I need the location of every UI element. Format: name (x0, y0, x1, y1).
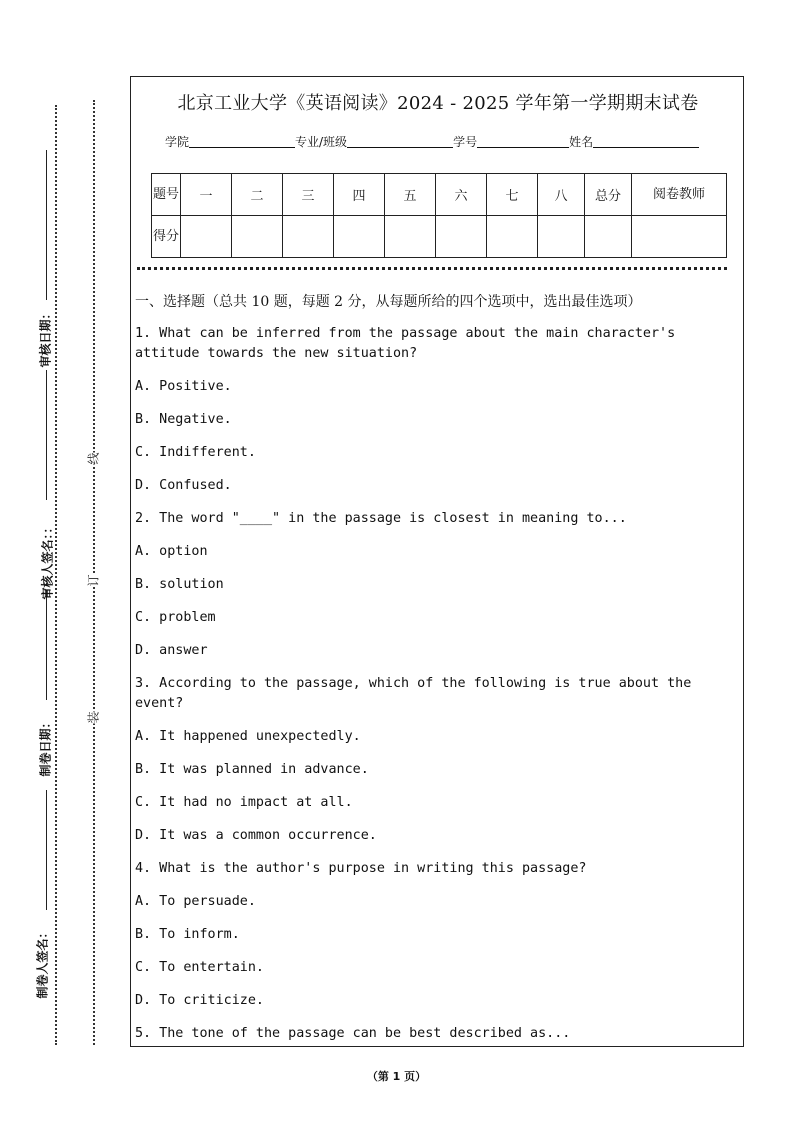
col-grader: 阅卷教师 (632, 174, 727, 216)
answer-option[interactable]: C. It had no impact at all. (135, 795, 353, 810)
field-id-blank[interactable] (477, 135, 569, 148)
score-table-header-row (152, 174, 727, 216)
question-section (135, 291, 741, 1057)
cut-mark-line: 线 (83, 452, 104, 464)
make-date-blank (46, 590, 47, 700)
answer-option[interactable]: B. solution (135, 577, 224, 592)
section-heading: 一、选择题（总共 10 题，每题 2 分，从每题所给的四个选项中，选出最佳选项） (135, 294, 642, 310)
answer-option[interactable]: D. answer (135, 643, 208, 658)
question-stem: 3. According to the passage, which of the following is true about the event? (135, 676, 692, 711)
field-id-label: 学号 (453, 135, 478, 149)
col-1: 一 (181, 174, 232, 216)
answer-option[interactable]: A. To persuade. (135, 894, 256, 909)
score-cell[interactable] (436, 216, 487, 258)
answer-option[interactable]: C. To entertain. (135, 960, 264, 975)
field-major-label: 专业/班级 (295, 135, 348, 149)
col-6: 六 (436, 174, 487, 216)
field-name-blank[interactable] (593, 135, 699, 148)
score-cell[interactable] (385, 216, 436, 258)
col-4: 四 (334, 174, 385, 216)
answer-option[interactable]: D. To criticize. (135, 993, 264, 1008)
score-table (151, 173, 727, 258)
field-major-blank[interactable] (347, 135, 453, 148)
row-header-score: 得分 (152, 216, 181, 258)
make-date-label: 制卷日期： (38, 716, 53, 777)
grader-cell[interactable] (632, 216, 727, 258)
field-college-label: 学院 (165, 135, 190, 149)
dotted-separator (137, 267, 727, 270)
student-info-row (165, 133, 699, 150)
score-cell[interactable] (334, 216, 385, 258)
exam-frame (130, 76, 744, 1047)
question-stem: 2. The word "____" in the passage is closest in meaning to... (135, 511, 627, 526)
review-date-blank (46, 150, 47, 300)
answer-option[interactable]: D. It was a common occurrence. (135, 828, 377, 843)
reviewer-sign-blank (46, 370, 47, 500)
answer-option[interactable]: A. option (135, 544, 208, 559)
col-8: 八 (538, 174, 585, 216)
field-name-label: 姓名 (569, 135, 594, 149)
question-stem: 5. The tone of the passage can be best described as... (135, 1026, 571, 1041)
row-header-question-no: 题号 (152, 174, 181, 216)
cut-mark-bind: 订 (83, 574, 104, 586)
binding-margin (0, 0, 120, 1122)
answer-option[interactable]: A. Positive. (135, 379, 232, 394)
cut-mark-pack: 装 (83, 711, 104, 723)
col-7: 七 (487, 174, 538, 216)
score-cell[interactable] (585, 216, 632, 258)
page-number: （第 1 页） (366, 1070, 427, 1083)
score-cell[interactable] (538, 216, 585, 258)
answer-option[interactable]: B. Negative. (135, 412, 232, 427)
score-table-score-row (152, 216, 727, 258)
score-cell[interactable] (487, 216, 538, 258)
answer-option[interactable]: C. Indifferent. (135, 445, 256, 460)
col-2: 二 (232, 174, 283, 216)
review-date-label: 审核日期： (38, 307, 53, 368)
col-3: 三 (283, 174, 334, 216)
answer-option[interactable]: B. To inform. (135, 927, 240, 942)
question-list (135, 324, 741, 1044)
question-stem: 4. What is the author's purpose in writing this passage? (135, 861, 587, 876)
reviewer-sign-label: 审核人签名：： (40, 521, 55, 600)
inner-dotted-line (93, 100, 95, 1045)
score-cell[interactable] (181, 216, 232, 258)
answer-option[interactable]: C. problem (135, 610, 216, 625)
col-total: 总分 (585, 174, 632, 216)
maker-sign-blank (46, 790, 47, 910)
field-college-blank[interactable] (189, 135, 295, 148)
score-cell[interactable] (283, 216, 334, 258)
col-5: 五 (385, 174, 436, 216)
score-cell[interactable] (232, 216, 283, 258)
maker-sign-label: 制卷人签名： (35, 926, 50, 999)
exam-title: 北京工业大学《英语阅读》2024 - 2025 学年第一学期期末试卷 (177, 93, 699, 114)
answer-option[interactable]: B. It was planned in advance. (135, 762, 369, 777)
answer-option[interactable]: D. Confused. (135, 478, 232, 493)
question-stem: 1. What can be inferred from the passage about the main character's attitude towards the new situation? (135, 326, 676, 361)
answer-option[interactable]: A. It happened unexpectedly. (135, 729, 361, 744)
